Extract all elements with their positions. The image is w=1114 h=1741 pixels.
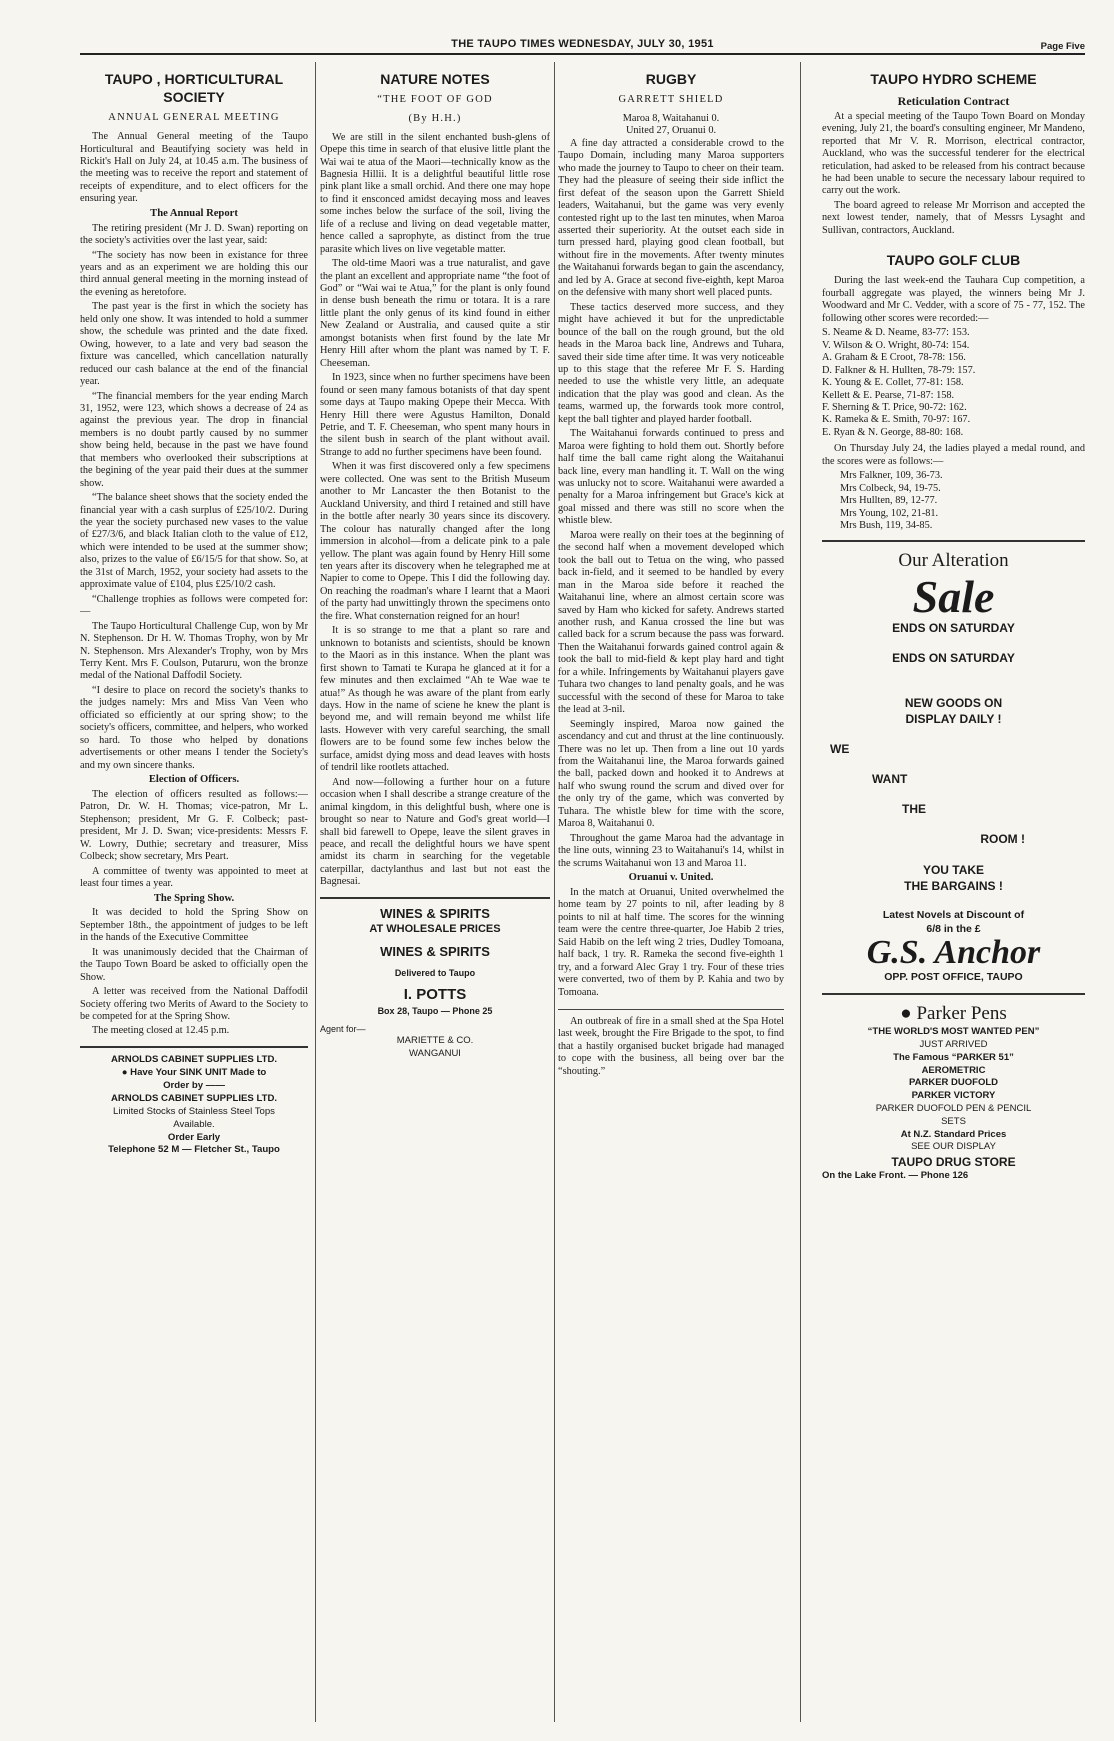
ad-line: ENDS ON SATURDAY: [892, 621, 1015, 636]
column-hydro-golf: [822, 62, 1085, 1183]
paragraph: “The financial members for the year ending March 31, 1952, were 123, which shows a decrease of 24 as against the previous year. The drop in financial members is no doubt partly caused by no summer show being held, because in the past we have found that members who overlooked their subscriptions at the begining of the year paid their dues at the summer show.: [80, 390, 308, 489]
list-item: D. Falkner & H. Hullten, 78-79: 157.: [822, 364, 976, 376]
ad-line: ENDS ON SATURDAY: [892, 651, 1015, 666]
paragraph: The Annual General meeting of the Taupo Horticultural and Beautifying society was held in Rickit's Hall on July 24, at 10.45 a.m. The business of the meeting was to receive the report and statement of receipts of expenditure, and to elect officers for the ensuring year.: [80, 131, 308, 205]
ad-line: Agent for—: [320, 1024, 366, 1035]
ad-line: DISPLAY DAILY !: [905, 711, 1002, 726]
paragraph: The old-time Maori was a true naturalist, and gave the plant an excellent and appropriate name “the foot of God” or “Wai wai te Atua,” for the plant is only found in dense bush beneath the rimu or totara. It is a rare little plant the only genus of its kind found in either New Zealand or Australia, and caused quite a stir amongst botanists when first found by the late Mr Henry Hill after whom the plant was named by T. F. Cheeseman.: [320, 258, 550, 369]
ad-line: At N.Z. Standard Prices: [900, 1128, 1007, 1140]
ad-line: AT WHOLESALE PRICES: [369, 923, 501, 936]
list-item: K. Young & E. Collet, 77-81: 158.: [822, 377, 964, 389]
paragraph: The meeting closed at 12.45 p.m.: [92, 1025, 230, 1037]
ad-heading: ● Parker Pens: [900, 1002, 1007, 1024]
advert-arnolds: [80, 1046, 308, 1158]
ad-line: THE BARGAINS !: [904, 878, 1003, 893]
ad-line: Box 28, Taupo — Phone 25: [377, 1006, 493, 1017]
column-divider: [800, 62, 801, 1722]
paragraph: The Waitahanui forwards continued to press and Maroa were fighting to hold them out. Shortly before half time the ball came right along the Waitahanui back line, every man handling it. T. Wall on the wing was unlucky not to score. Waitahanui were awarded a penalty for a Maroa infringement but Grace's kick at goal missed and there was still no score when the whistle blew.: [558, 428, 784, 527]
section-heading: Election of Officers.: [148, 774, 240, 786]
ad-line: The Famous “PARKER 51”: [893, 1051, 1014, 1063]
byline: (By H.H.): [408, 112, 462, 124]
ad-line: TAUPO DRUG STORE: [891, 1155, 1016, 1170]
paragraph: “Challenge trophies as follows were competed for:—: [80, 593, 308, 618]
ad-line: WINES & SPIRITS: [380, 905, 490, 921]
column-rugby: [558, 62, 784, 1080]
ad-heading: Our Alteration: [898, 550, 1009, 572]
paragraph: “I desire to place on record the society's thanks to the judges namely: Mrs and Miss Van Veen who officiated so efficiently at our spring show; to the society's officers, committee, and helpers, who worked so hard. To those who helped by donations advertisements or other means I tender the Society's and my own sincere thanks.: [80, 684, 308, 771]
ad-line: ARNOLDS CABINET SUPPLIES LTD.: [110, 1053, 278, 1065]
sale-logo: Sale: [912, 571, 995, 623]
ad-line: I. POTTS: [403, 985, 467, 1003]
ad-line: SEE OUR DISPLAY: [911, 1141, 996, 1153]
ad-line: MARIETTE & CO.: [396, 1035, 474, 1047]
article-subtitle: ANNUAL GENERAL MEETING: [108, 112, 280, 124]
golf-scores: [822, 327, 1085, 439]
paragraph: An outbreak of fire in a small shed at the Spa Hotel last week, brought the Fire Brigade to the spot, to find that a hastily organised bucket brigade had managed to cope with the business, all being over bar the “shouting.”: [558, 1015, 784, 1077]
paragraph: In the match at Oruanui, United overwhelmed the home team by 27 points to nil, after leading by 8 points to nil at half time. The scores for the winning team were the centre three-quarter, Joe Habib 2 tries, Said Habib on the left wing 2 tries, Dudley Tomoana, half back, 1 try. R. Rameka the second five-eighth 1 try, and a forward Alec Gray 1 try. Four of these tries were converted, two of them by P. Kahia and two by Tomoana.: [558, 886, 784, 998]
ad-line: Latest Novels at Discount of: [882, 909, 1025, 921]
advert-wines: [320, 897, 550, 1061]
anchor-logo: G.S. Anchor: [866, 934, 1041, 972]
ad-line: Order by ——: [163, 1079, 225, 1091]
ad-line: THE: [902, 802, 926, 817]
ad-line: AEROMETRIC: [921, 1064, 986, 1076]
ad-line: JUST ARRIVED: [919, 1038, 988, 1050]
ad-line: WANGANUI: [409, 1048, 461, 1060]
ad-line: ● Have Your SINK UNIT Made to: [121, 1066, 267, 1078]
paragraph: We are still in the silent enchanted bush-glens of Opepe this time in search of that elusive little plant the Wai wai te atua of the Maori—technically know as the Bagnesia Hillii. It is a delightful beautiful little rose pink plant like a small orchid. And there one may hope to find it ensconced amidst decaying moss and leaves some inches below the surface of the soil, living the life of a recluse and living on dead vegetable matter, hence called a saprophyte, as distinct from the true parasite which lives on live vegetable matter.: [320, 131, 550, 255]
article-subtitle: GARRETT SHIELD: [618, 94, 724, 106]
column-divider: [315, 62, 316, 1722]
list-item: Mrs Young, 102, 21-81.: [840, 507, 939, 519]
ad-line: 6/8 in the £: [926, 923, 981, 936]
ad-line: PARKER DUOFOLD: [908, 1077, 999, 1089]
ad-line: WANT: [872, 772, 908, 787]
list-item: Mrs Bush, 119, 34-85.: [840, 520, 933, 532]
paragraph: At a special meeting of the Taupo Town Board on Monday evening, July 21, the board's consulting engineer, Mr Mandeno, reported that Mr V. R. Morrison, electrical contractor, Auckland, who was the successful tenderer for the electrical reticulation, had asked to be released from his contract because he had been unable to secure the necessary labour required to carry out the work.: [822, 110, 1085, 197]
article-subtitle: “THE FOOT OF GOD: [377, 94, 493, 106]
section-heading: Oruanui v. United.: [628, 872, 714, 884]
column-divider: [554, 62, 555, 1722]
paragraph: The Taupo Horticultural Challenge Cup, won by Mr N. Stephenson. Dr H. W. Thomas Trophy, won by Mr N. Stephenson. Mrs Alexander's Trophy, won by Mrs Terry Kent. Mrs F. Coulson, Putaruru, won the bronze medal of the National Daffodil Society.: [80, 620, 308, 682]
masthead-rule: [80, 53, 1085, 55]
paragraph: When it was first discovered only a few specimens were collected. One was sent to the British Museum another to Mr Lancaster the then Botanist to the Auckland University, and third I retained and still have in the bottle after nearly 30 years since its discovery. The colour has naturally changed after the long immersion in alcohol—from a delicate pink to a pale yellow. The plant was again found by Henry Hill some ten years after its discovery when he telegraphed me at Napier to come to Opepe. This I did the following day. On reaching the roadman's whare I learnt that a Maori of the party had unwittingly thrown the specimens onto the fire. What consternation reigned for an hour!: [320, 461, 550, 622]
paragraph: These tactics deserved more success, and they might have achieved it but for the unpredictable bounce of the ball on the rough ground, but the old heads in the Maroa back line, Andrews and Tuhara, saved their side time after time. It was very noticeable up to this stage that the referee Mr F. S. Harding needed to use the whistle very little, an adequate indication that the play was good and clean. As the teams, warmed up, the forwards took more control, kept the ball tighter and played harder football.: [558, 301, 784, 425]
paragraph: It was decided to hold the Spring Show on September 18th., the appointment of judges to be left in the hands of the Executive Committee: [80, 907, 308, 944]
article-subtitle: Reticulation Contract: [897, 94, 1010, 109]
column-horticultural: [80, 62, 308, 1157]
ad-line: NEW GOODS ON: [904, 695, 1003, 710]
ad-line: Telephone 52 M — Fletcher St., Taupo: [108, 1144, 280, 1156]
paragraph: On Thursday July 24, the ladies played a medal round, and the scores were as follows:—: [822, 443, 1085, 467]
paragraph: “The society has now been in existance for three years and as an experiment we are holding this our third annual general meeting in the morning instead of the evening as heretofore.: [80, 249, 308, 298]
list-item: Kellett & E. Pearse, 71-87: 158.: [822, 389, 955, 401]
ad-line: Delivered to Taupo: [394, 967, 476, 978]
paragraph: In 1923, since when no further specimens have been found or seen many famous botanists of that day spent some days at Taupo making Opepe their Mecca. With Henry Hill there were Agustus Hamilton, Donald Petrie, and T. F. Cheeseman, who spent many hours in the silent bush in search of the plant without avail. Strange to add no further specimens have been found.: [320, 372, 550, 458]
list-item: F. Sherning & T. Price, 90-72: 162.: [822, 401, 967, 413]
ad-line: “THE WORLD'S MOST WANTED PEN”: [867, 1026, 1040, 1038]
list-item: S. Neame & D. Neame, 83-77: 153.: [822, 327, 970, 339]
list-item: K. Rameka & E. Smith, 70-97: 167.: [822, 414, 971, 426]
paragraph: It was unanimously decided that the Chairman of the Taupo Town Board be asked to officially open the Show.: [80, 946, 308, 983]
paragraph: It is so strange to me that a plant so rare and unknown to botanists and scientists, should be known to the Maori as in this instance. When the plant was first shown to Tamati te Kurapa he glanced at it for a few minutes and then exclaimed “Ah te Wae wae te atua!” As though he was aware of the plant from early days. How in the name of sciene he knew the plant is beyond me, and will remain beyond me whilst life lasts. However with very careful searching, the small flowers are to be found some few inches below the surface, amidst dying moss and dead leaves with hosts of tendril like rootlets attached.: [320, 625, 550, 774]
page-number: Page Five: [1040, 41, 1085, 52]
paragraph: Seemingly inspired, Maroa now gained the ascendancy and cut and thrust at the line continuously. There was no let up. Then from a line out 10 yards from the Waitahanui line, the Maroa forwards gained the ball, packed down and hooked it to Andrews at half who swung round the scrum and dived over for the only try of the game, which was converted by Tuhara. The whistle blew for time with the score, Maroa 8, Waitahanui 0.: [558, 718, 784, 830]
list-item: Mrs Falkner, 109, 36-73.: [840, 470, 943, 482]
section-heading: The Spring Show.: [153, 892, 235, 904]
masthead: [80, 38, 1085, 52]
paragraph: A committee of twenty was appointed to meet at least four times a year.: [80, 865, 308, 890]
ad-line: ROOM !: [980, 832, 1025, 847]
paragraph: A fine day attracted a considerable crowd to the Taupo Domain, including many Maroa supporters who made the journey to Taupo to cheer on their team. They had the pleasure of seeing their side inflict the first defeat of the season upon the Garrett Shield leaders, Waitahanui, but the game was very evenly contested right up to the last ten minutes, when Maroa asserted their superiority. At the outset each side in turn pressed hard, playing good clean football, but without fire in the movements. After twenty minutes the Waitahanui forwards began to gain the ascendancy, and led by A. Grace at second five-eighth, kept Maroa on the defensive with many short well placed punts.: [558, 137, 784, 299]
article-title: TAUPO GOLF CLUB: [886, 252, 1021, 269]
ladies-scores: [822, 470, 1085, 532]
ad-line: YOU TAKE: [922, 862, 985, 877]
advert-parker-pens: [822, 993, 1085, 1184]
paragraph: During the last week-end the Tauhara Cup competition, a fourball aggregate was played, the winners being Mr J. Woodward and Mr C. Vedder, with a score of 75 - 77, 152. The following other scores were recorded:—: [822, 275, 1085, 324]
column-nature-notes: [320, 62, 550, 1061]
article-title: RUGBY: [645, 71, 697, 87]
paragraph: Throughout the game Maroa had the advantage in the line outs, winning 23 to Waitahanui's 14, whilst in the scrums Waitahanui won 13 and Maroa 11.: [558, 832, 784, 869]
ad-line: PARKER VICTORY: [911, 1090, 996, 1102]
list-item: A. Graham & E Croot, 78-78: 156.: [822, 352, 966, 364]
article-title: TAUPO HYDRO SCHEME: [870, 71, 1037, 87]
list-item: V. Wilson & O. Wright, 80-74: 154.: [822, 339, 970, 351]
paragraph: Maroa were really on their toes at the beginning of the second half when a movement developed which took the ball out to Tetua on the wing, who passed back in-field, and it seemed to be handled by every man in the Maroa side before it reached the Waitahanui line, where an almost certain score was saved by Ham who kicked for safety. Andrews started another rush, and Kanua crossed the line but was called back for a scrum because the pass was forward. Then the Waitahanui forwards gained control again & took the ball to mid-field & kept play hard and tight for a while. Infringements by Waitahanui players gave Tuhara two changes to land penalty goals, and he was successful with the second of these for Maroa to take the lead at 3-nil.: [558, 529, 784, 716]
paragraph: And now—following a further hour on a future occasion when I shall describe a strange creature of the animal kingdom, in this delightful bush, where one is brought so near to Nature and God's great world—I shall bid farewell to Opepe, leave the silent graves in peace, and recall the delightful hours we have spent amidst its charm in searching for the vegetable caterpillar, dactylanthus and last but not east the Bagnesai.: [320, 776, 550, 888]
paragraph: The retiring president (Mr J. D. Swan) reporting on the society's activities over the last year, said:: [80, 222, 308, 247]
article-title: TAUPO , HORTICULTURAL SOCIETY: [104, 71, 284, 106]
ad-line: WINES & SPIRITS: [380, 944, 490, 960]
ad-line: On the Lake Front. — Phone 126: [822, 1170, 969, 1182]
paragraph: The election of officers resulted as follows:—Patron, Dr. W. H. Thomas; vice-patron, Mr L. Stephenson; president, Mr G. F. Colbeck; past-president, Mr J. D. Swan; vice-presidents: Messrs F. W. Lowry, Duthie; secretary and treasurer, Miss Colbeck; show secretary, Mrs Peart.: [80, 788, 308, 863]
paragraph: A letter was received from the National Daffodil Society offering two Merits of Award to the Society to be competed for at the Spring Show.: [80, 986, 308, 1022]
ad-line: Order Early: [167, 1131, 221, 1143]
score-line: Maroa 8, Waitahanui 0.: [622, 112, 720, 124]
article-title: NATURE NOTES: [380, 71, 490, 87]
advert-anchor-sale: [822, 540, 1085, 984]
ad-line: WE: [830, 741, 850, 756]
list-item: Mrs Hullten, 89, 12-77.: [840, 495, 938, 507]
score-line: United 27, Oruanui 0.: [625, 125, 717, 137]
ad-line: Available.: [173, 1118, 215, 1130]
section-heading: The Annual Report: [150, 207, 238, 219]
ad-line: Limited Stocks of Stainless Steel Tops: [113, 1105, 275, 1117]
ad-line: SETS: [941, 1115, 966, 1127]
paragraph: “The balance sheet shows that the society ended the financial year with a cash surplus of £25/10/2. During the year the society purchased new vases to the value of £27/3/6, and black Italian cloth to the value of £12, which were intended to be used at the summer show; also, prizes to the value of £6/15/5 for that show. So, at the 31st of March, 1952, your society had assets to the approximate value of £104, plus £25/10/2 cash.: [80, 492, 308, 591]
paragraph: The past year is the first in which the society has held only one show. It was intended to hold a summer show, the schedule was printed and the date fixed. Owing, however, to a late and very bad season the fixture was cancelled, which cancellation naturally reduced our cash balance at the end of the financial year.: [80, 301, 308, 388]
list-item: E. Ryan & N. George, 88-80: 168.: [822, 426, 964, 438]
list-item: Mrs Colbeck, 94, 19-75.: [840, 482, 941, 494]
ad-line: ARNOLDS CABINET SUPPLIES LTD.: [110, 1092, 278, 1104]
paragraph: The board agreed to release Mr Morrison and accepted the next lowest tender, namely, that of Messrs Lysaght and Sullivan, contractors, Auckland.: [822, 199, 1085, 236]
masthead-title: THE TAUPO TIMES WEDNESDAY, JULY 30, 1951: [451, 38, 714, 50]
ad-line: OPP. POST OFFICE, TAUPO: [884, 971, 1023, 984]
ad-line: PARKER DUOFOLD PEN & PENCIL: [875, 1103, 1032, 1115]
